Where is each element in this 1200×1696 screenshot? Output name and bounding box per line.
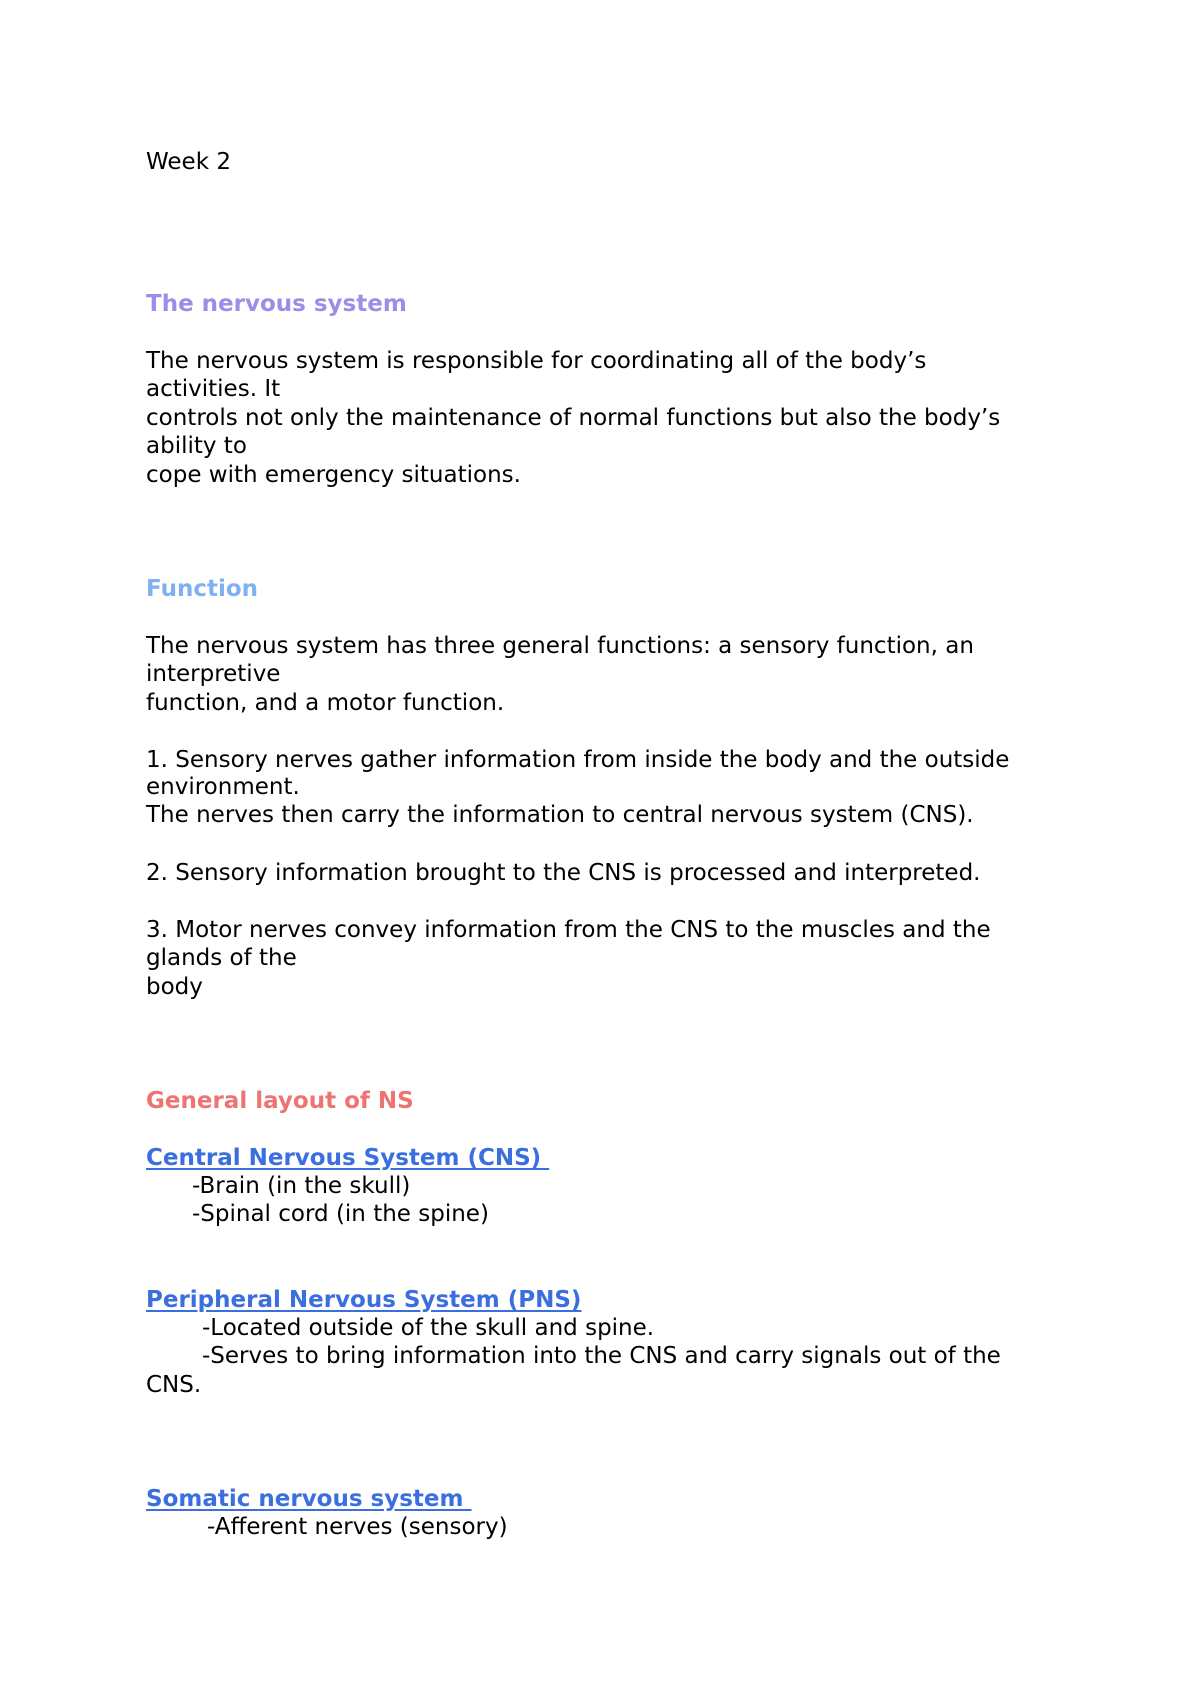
heading-function: Function (146, 576, 259, 602)
paragraph-line: ability to (146, 433, 247, 459)
heading-nervous-system: The nervous system (146, 291, 407, 317)
cns-link[interactable]: Central Nervous System (CNS) (146, 1145, 550, 1171)
paragraph-line: The nervous system is responsible for coordinating all of the body’s (146, 348, 927, 374)
list-item-line: environment. (146, 774, 300, 800)
list-item-line: 2. Sensory information brought to the CNS is processed and interpreted. (146, 860, 981, 886)
paragraph-line: activities. It (146, 376, 281, 402)
list-item: -Afferent nerves (sensory) (207, 1514, 508, 1540)
list-item: -Serves to bring information into the CNS and carry signals out of the (202, 1343, 1001, 1369)
list-item-line: The nerves then carry the information to central nervous system (CNS). (146, 802, 974, 828)
paragraph-line: controls not only the maintenance of normal functions but also the body’s (146, 405, 1001, 431)
somatic-link[interactable]: Somatic nervous system (146, 1486, 472, 1512)
week-label: Week 2 (146, 149, 231, 175)
list-item: -Brain (in the skull) (192, 1173, 411, 1199)
paragraph-line: interpretive (146, 661, 281, 687)
list-item-line: glands of the (146, 945, 297, 971)
list-item-line: body (146, 974, 203, 1000)
paragraph-line: cope with emergency situations. (146, 462, 521, 488)
paragraph-line: function, and a motor function. (146, 690, 505, 716)
heading-general-layout: General layout of NS (146, 1088, 414, 1114)
list-item-line: 1. Sensory nerves gather information from inside the body and the outside (146, 747, 1010, 773)
list-item: -Located outside of the skull and spine. (202, 1315, 655, 1341)
paragraph-line: The nervous system has three general functions: a sensory function, an (146, 633, 974, 659)
pns-link[interactable]: Peripheral Nervous System (PNS) (146, 1287, 582, 1313)
list-item-continuation: CNS. (146, 1372, 202, 1398)
list-item: -Spinal cord (in the spine) (192, 1201, 489, 1227)
list-item-line: 3. Motor nerves convey information from the CNS to the muscles and the (146, 917, 991, 943)
